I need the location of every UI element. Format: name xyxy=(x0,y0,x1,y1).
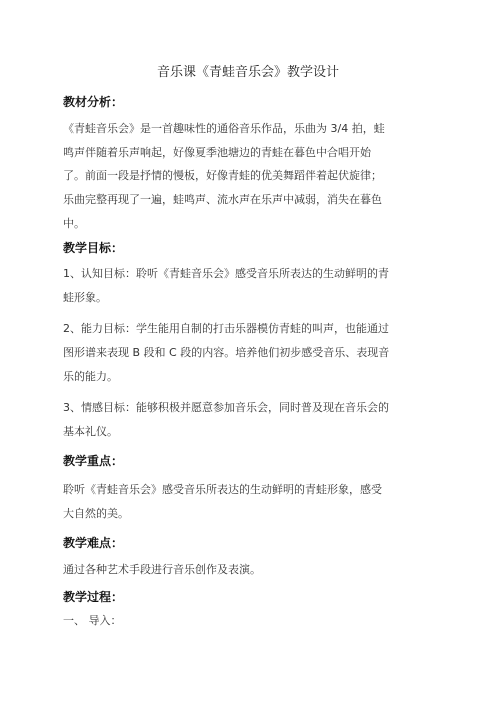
goals-line: 2、能力目标：学生能用自制的打击乐器模仿青蛙的叫声，也能通过 xyxy=(63,322,389,335)
goals-line: 基本礼仪。 xyxy=(63,425,118,438)
heading-difficulties: 教学难点： xyxy=(63,536,124,550)
heading-key-points: 教学重点： xyxy=(63,454,124,468)
goals-line: 乐的能力。 xyxy=(63,370,118,383)
goals-line: 3、情感目标：能够积极并愿意参加音乐会，同时普及现在音乐会的 xyxy=(63,401,389,414)
heading-analysis: 教材分析： xyxy=(63,95,124,109)
analysis-line: 《青蛙音乐会》是一首趣味性的通俗音乐作品，乐曲为 3/4 拍，蛙 xyxy=(63,122,385,135)
goals-line: 蛙形象。 xyxy=(63,291,107,304)
analysis-line: 中。 xyxy=(63,217,85,230)
difficulties-line: 通过各种艺术手段进行音乐创作及表演。 xyxy=(63,563,261,576)
key-points-line: 聆听《青蛙音乐会》感受音乐所表达的生动鲜明的青蛙形象，感受 xyxy=(63,483,382,496)
analysis-line: 了。前面一段是抒情的慢板，好像青蛙的优美舞蹈伴着起伏旋律； xyxy=(63,169,382,182)
key-points-line: 大自然的美。 xyxy=(63,507,129,520)
heading-goals: 教学目标： xyxy=(63,241,124,255)
analysis-line: 鸣声伴随着乐声响起，好像夏季池塘边的青蛙在暮色中合唱开始 xyxy=(63,146,371,159)
goals-line: 1、认知目标：聆听《青蛙音乐会》感受音乐所表达的生动鲜明的青 xyxy=(63,267,389,280)
heading-process: 教学过程： xyxy=(63,590,124,604)
goals-line: 图形谱来表现 B 段和 C 段的内容。培养他们初步感受音乐、表现音 xyxy=(63,346,390,359)
document-title: 音乐课《青蛙音乐会》教学设计 xyxy=(156,65,339,80)
process-line: 一、 导入： xyxy=(63,614,122,627)
analysis-line: 乐曲完整再现了一遍，蛙鸣声、流水声在乐声中减弱，消失在暮色 xyxy=(63,193,382,206)
